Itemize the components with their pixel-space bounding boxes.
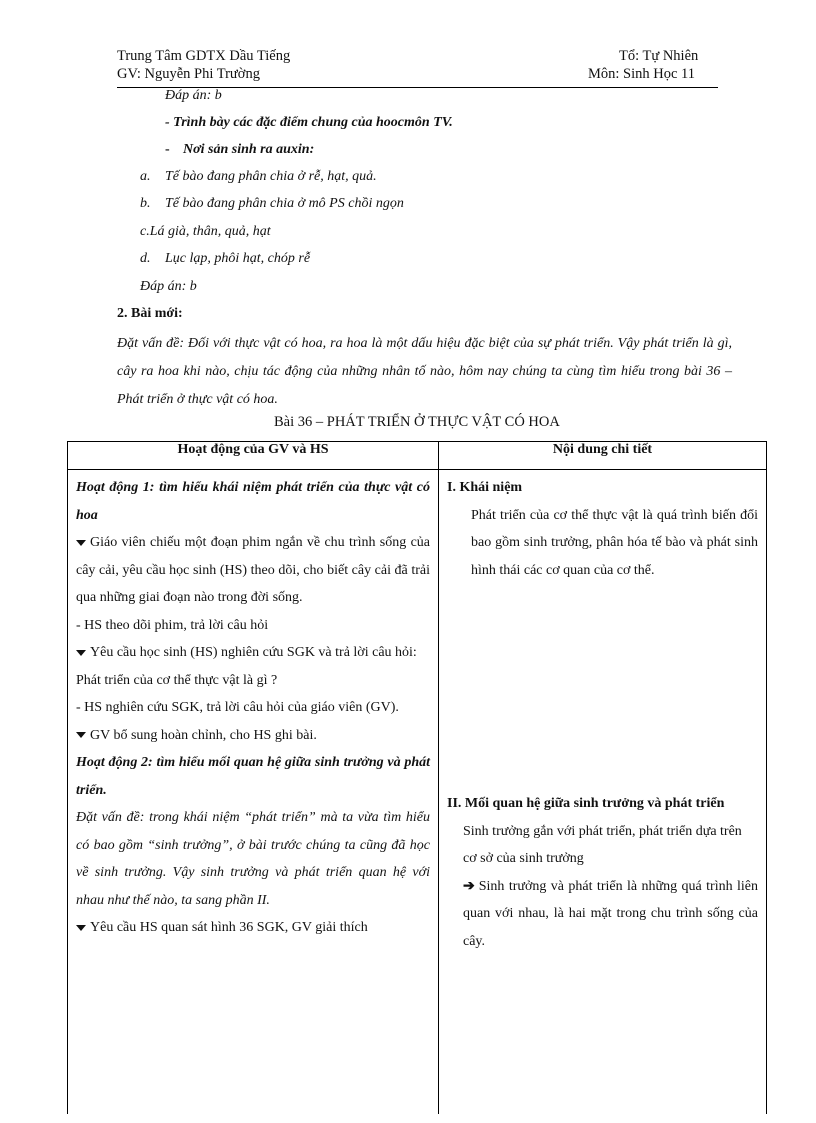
triangle-bullet-icon [76, 732, 86, 738]
activity-1-p4: Phát triển của cơ thể thực vật là gì ? [76, 672, 278, 688]
answer-1: Đáp án: b [165, 88, 222, 103]
activities-cell [68, 470, 439, 1115]
lesson-intro: Đặt vấn đề: Đối với thực vật có hoa, ra hoa là một dấu hiệu đặc biệt của sự phát triển. Vậy phát triển là gì, cây ra hoa khi nào, chịu tác động của những nhân tố nào, hôm nay chúng ta cùng tìm hiểu trong bài 36 – Phát triển ở thực vật có hoa. [117, 336, 732, 407]
table-header-row [68, 442, 767, 470]
option-d: Lục lạp, phôi hạt, chóp rễ [165, 251, 311, 266]
activity-2-title: Hoạt động 2: tìm hiểu mối quan hệ giữa sinh trưởng và phát triển. [76, 755, 430, 798]
header-school: Trung Tâm GDTX Dầu Tiếng [117, 48, 291, 64]
option-b: Tế bào đang phân chia ở mô PS chồi ngọn [165, 196, 404, 211]
activity-1-p5: - HS nghiên cứu SGK, trả lời câu hỏi của giáo viên (GV). [76, 700, 399, 715]
section-1-text: Phát triển của cơ thể thực vật là quá trình biến đổi bao gồm sinh trưởng, phân hóa tế bào và phát sinh hình thái các cơ quan của cơ thể. [471, 507, 758, 578]
activity-2-p2: Yêu cầu HS quan sát hình 36 SGK, GV giải thích [76, 914, 430, 942]
activity-1-title: Hoạt động 1: tìm hiểu khái niệm phát triển của thực vật có hoa [76, 480, 430, 523]
question-hormone: - Trình bày các đặc điểm chung của hoocmôn TV. [165, 115, 453, 130]
option-a-label: a. [140, 169, 151, 184]
triangle-bullet-icon [76, 540, 86, 546]
new-lesson-heading: 2. Bài mới: [117, 306, 183, 321]
col-header-activities: Hoạt động của GV và HS [68, 442, 439, 470]
section-2-title: II. Mối quan hệ giữa sinh trưởng và phát triển [447, 796, 725, 811]
option-c: c.Lá già, thân, quả, hạt [140, 224, 271, 239]
activity-2-p1: Đặt vấn đề: trong khái niệm “phát triển” mà ta vừa tìm hiểu có bao gồm “sinh trưởng”, ở bài trước chúng ta cũng đã học về sinh trưởng. Vậy sinh trưởng và phát triển quan hệ với nhau như thế nào, ta sang phần II. [76, 810, 430, 908]
activity-1-p6: GV bổ sung hoàn chỉnh, cho HS ghi bài. [76, 722, 430, 750]
activity-1-p1: Giáo viên chiếu một đoạn phim ngắn về chu trình sống của cây cải, yêu cầu học sinh (HS) theo dõi, cho biết cây cải đã trải qua những giai đoạn nào trong đời sống. [76, 535, 430, 605]
answer-2: Đáp án: b [140, 279, 197, 294]
arrow-right-icon: ➔ [463, 878, 475, 894]
header-department: Tổ: Tự Nhiên [619, 48, 699, 64]
lesson-title: Bài 36 – PHÁT TRIỂN Ở THỰC VẬT CÓ HOA [274, 414, 560, 430]
option-b-label: b. [140, 196, 151, 211]
option-a: Tế bào đang phân chia ở rễ, hạt, quả. [165, 169, 377, 184]
triangle-bullet-icon [76, 650, 86, 656]
header-subject: Môn: Sinh Học 11 [588, 66, 696, 82]
section-1-title: I. Khái niệm [447, 480, 523, 495]
section-2-text-2: ➔ Sinh trưởng và phát triển là những quá trình liên quan với nhau, là hai mặt trong chu trình sống của cây. [463, 878, 758, 949]
question-auxin: Nơi sản sinh ra auxin: [183, 142, 315, 157]
question-auxin-dash: - [165, 142, 170, 157]
col-header-content: Nội dung chi tiết [439, 442, 767, 470]
section-2-text-1: Sinh trưởng gắn với phát triển, phát triển dựa trên cơ sở của sinh trưởng [463, 823, 742, 866]
content-cell [439, 470, 767, 1115]
spacer [447, 584, 758, 790]
lesson-table [67, 441, 767, 1114]
option-d-label: d. [140, 251, 151, 266]
activity-1-p2: - HS theo dõi phim, trả lời câu hỏi [76, 617, 269, 633]
activity-1-p3: Yêu cầu học sinh (HS) nghiên cứu SGK và trả lời câu hỏi: [76, 639, 430, 667]
triangle-bullet-icon [76, 925, 86, 931]
table-row [68, 470, 767, 1115]
header-teacher: GV: Nguyễn Phi Trường [117, 66, 260, 82]
